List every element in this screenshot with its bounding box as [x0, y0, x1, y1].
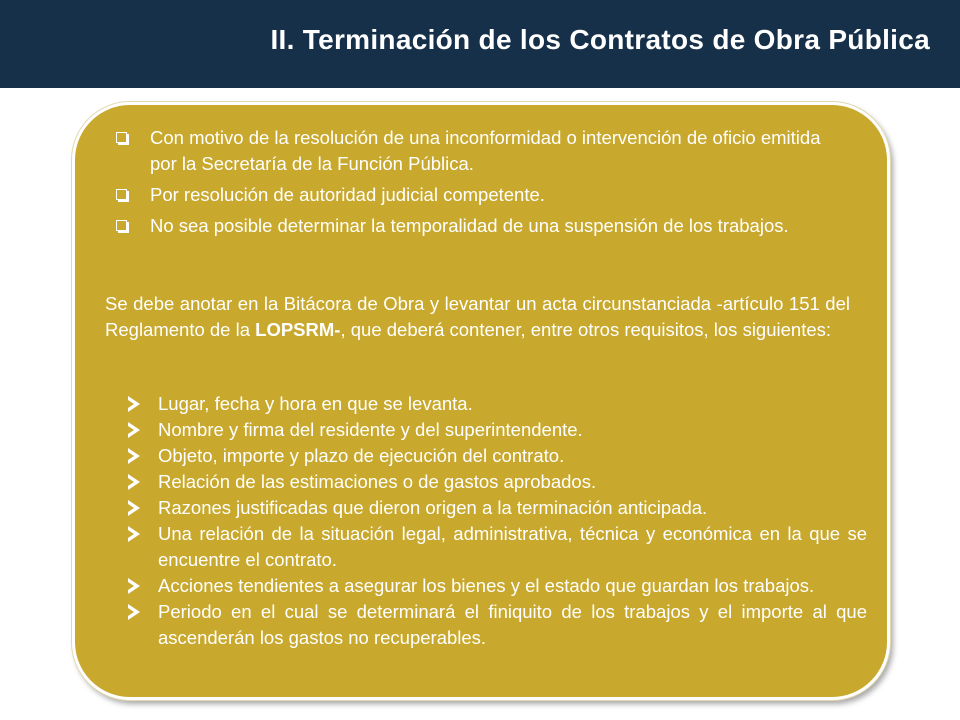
arrow-bullet-icon [128, 526, 140, 542]
list-item [120, 521, 867, 573]
checkbox-square-icon [116, 220, 127, 231]
content-panel [72, 102, 890, 700]
slide-title: II. Terminación de los Contratos de Obra Pública [270, 24, 930, 55]
arrow-bullet-icon [128, 396, 140, 412]
list-item [113, 125, 848, 177]
list-item [113, 182, 848, 208]
list-item-text: Una relación de la situación legal, administrativa, técnica y económica en la que se encuentre el contrato. [158, 523, 867, 570]
paragraph-bold-law: LOPSRM- [255, 319, 341, 340]
arrow-bullet-icon [128, 422, 140, 438]
title-bar [0, 0, 960, 88]
list-item-text: Objeto, importe y plazo de ejecución del contrato. [158, 445, 565, 466]
arrow-bullet-icon [128, 500, 140, 516]
list-item-text: Por resolución de autoridad judicial competente. [150, 184, 545, 205]
requirements-paragraph [105, 291, 850, 343]
arrow-bullet-icon [128, 448, 140, 464]
list-item [120, 417, 867, 443]
arrow-bullet-icon [128, 578, 140, 594]
paragraph-text-before: Se debe anotar en la Bitácora de Obra y levantar un acta circunstanciada -artículo 151 del Reglamento de la [105, 293, 850, 340]
list-item-text: Periodo en el cual se determinará el finiquito de los trabajos y el importe al que ascenderán los gastos no recuperables. [158, 601, 867, 648]
list-item-text: Acciones tendientes a asegurar los bienes y el estado que guardan los trabajos. [158, 575, 815, 596]
arrow-bullet-icon [128, 604, 140, 620]
list-item-text: Con motivo de la resolución de una inconformidad o intervención de oficio emitida por la Secretaría de la Función Pública. [150, 127, 821, 174]
list-item-text: Nombre y firma del residente y del superintendente. [158, 419, 583, 440]
list-item [120, 599, 867, 651]
paragraph-text-after: , que deberá contener, entre otros requisitos, los siguientes: [340, 319, 832, 340]
list-item-text: Lugar, fecha y hora en que se levanta. [158, 393, 473, 414]
checkbox-square-icon [116, 132, 127, 143]
list-item-text: Razones justificadas que dieron origen a la terminación anticipada. [158, 497, 708, 518]
list-item [120, 443, 867, 469]
list-item [120, 573, 867, 599]
list-item [113, 213, 848, 239]
list-item-text: No sea posible determinar la temporalidad de una suspensión de los trabajos. [150, 215, 789, 236]
list-item-text: Relación de las estimaciones o de gastos aprobados. [158, 471, 597, 492]
arrow-bullet-icon [128, 474, 140, 490]
list-item [120, 391, 867, 417]
arrow-bullet-list [120, 391, 867, 651]
list-item [120, 495, 867, 521]
checkbox-square-icon [116, 189, 127, 200]
square-bullet-list [113, 125, 848, 244]
list-item [120, 469, 867, 495]
